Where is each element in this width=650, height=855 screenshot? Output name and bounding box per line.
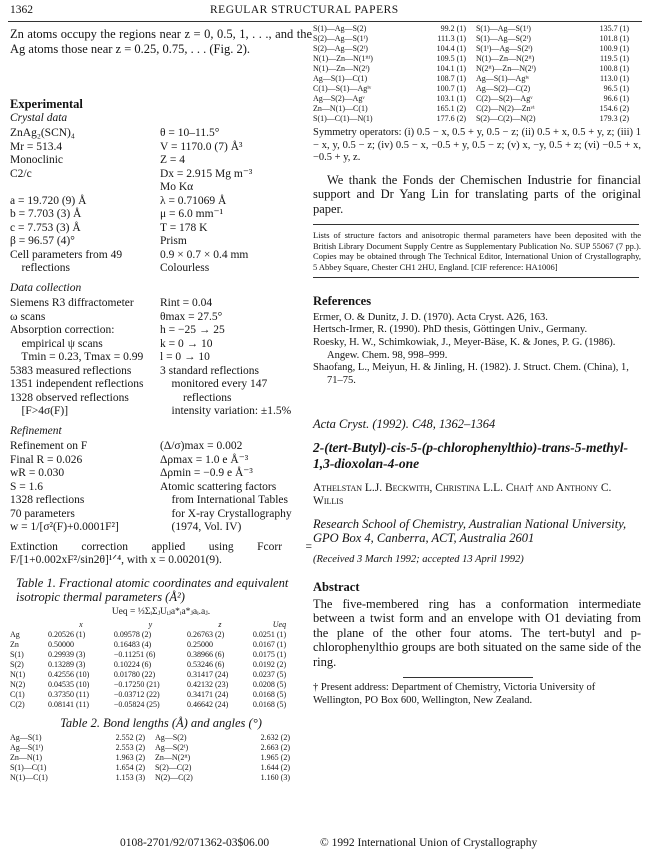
table-cell: Ag—S(2)—C(2) bbox=[475, 84, 531, 93]
data-cell-right: μ = 6.0 mm⁻¹ bbox=[160, 208, 224, 220]
data-row bbox=[10, 378, 312, 392]
table-cell: Zn—N(1)—C(1) bbox=[313, 104, 368, 113]
data-cell-left: Cell parameters from 49 bbox=[10, 248, 123, 261]
data-cell-left: 70 parameters bbox=[10, 507, 75, 520]
data-cell-right: 0.9 × 0.7 × 0.4 mm bbox=[160, 248, 249, 261]
table-cell: 0.10224 (6) bbox=[113, 659, 152, 669]
data-cell-left: c = 7.753 (3) Å bbox=[10, 221, 81, 234]
table-cell: S(2)—Ag—S(2ⁱ) bbox=[313, 44, 368, 53]
data-cell-left: β = 96.57 (4)° bbox=[10, 235, 75, 247]
data-cell-left: Siemens R3 diffractometer bbox=[10, 297, 134, 309]
table-cell: 165.1 (2) bbox=[436, 104, 466, 113]
table-cell: 0.31417 (24) bbox=[186, 669, 229, 679]
table-cell: 0.34171 (24) bbox=[186, 689, 229, 699]
data-cell-right: l = 0 → 10 bbox=[160, 351, 210, 363]
table-cell: 0.37350 (11) bbox=[48, 689, 90, 699]
table-row bbox=[313, 44, 639, 54]
coordinates-table bbox=[10, 620, 306, 710]
table-cell: 0.0192 (2) bbox=[252, 659, 287, 669]
table-cell: −0.11251 (6) bbox=[113, 649, 156, 659]
table-cell: S(1ⁱ)—Ag—S(2ⁱ) bbox=[475, 44, 533, 53]
data-row bbox=[10, 208, 312, 222]
data-cell-right: Mo Kα bbox=[160, 181, 194, 193]
running-title: REGULAR STRUCTURAL PAPERS bbox=[210, 4, 399, 16]
table-cell: −0.17250 (21) bbox=[113, 679, 160, 689]
table-cell: N(2)—C(2) bbox=[154, 773, 193, 783]
data-cell-right: (1974, Vol. IV) bbox=[160, 521, 242, 533]
data-cell-right: h = −25 → 25 bbox=[160, 324, 225, 336]
data-cell-left: Absorption correction: bbox=[10, 324, 115, 336]
abstract-text: The five-membered ring has a conformation intermediate between a twist form and an envelope with O1 deviating from the plane of the other four atoms. The tert-butyl and p-chlorophenylthio groups are both situated on the same side of the ring. bbox=[313, 596, 641, 669]
copyright: © 1992 International Union of Crystallography bbox=[320, 837, 538, 849]
table-cell: 113.0 (1) bbox=[599, 74, 629, 83]
table-cell: −0.05824 (25) bbox=[113, 699, 160, 709]
table-cell: 0.29939 (3) bbox=[48, 649, 86, 659]
table-cell: 135.7 (1) bbox=[599, 24, 629, 33]
table-cell: Ag—S(1)—C(1) bbox=[313, 74, 368, 83]
table-cell: 109.5 (1) bbox=[436, 54, 466, 63]
data-cell-left: reflections bbox=[10, 262, 71, 274]
table-cell: 108.7 (1) bbox=[436, 74, 466, 83]
table-cell: Ag—S(2) bbox=[154, 733, 187, 743]
data-cell-left: ω scans bbox=[10, 310, 46, 323]
table1-formula: Ueq = ⅓ΣᵢΣⱼUᵢⱼa*ᵢa*ⱼaᵢ.aⱼ. bbox=[111, 606, 211, 617]
data-cell-left: C2/c bbox=[10, 167, 32, 180]
data-row bbox=[10, 222, 312, 236]
table-cell: 0.53246 (6) bbox=[186, 659, 225, 669]
table-cell: 0.46642 (24) bbox=[186, 699, 229, 709]
data-cell-right: k = 0 → 10 bbox=[160, 337, 213, 350]
table-cell: 0.0168 (5) bbox=[252, 689, 287, 699]
symmetry-operators: Symmetry operators: (i) 0.5 − x, 0.5 + y, 0.5 − z; (ii) 0.5 + x, 0.5 + y, z; (iii) 1 − x, y, 0.5 − z; (iv) 0.5 − x, −0.5 + y, 0.5 − z; (v) x, −y, 0.5 + z; (vi) −0.5 + x, −0.5 + y, z. bbox=[313, 127, 641, 164]
header-rule bbox=[8, 21, 642, 22]
table-cell: C(2)—S(2)—Agᵛ bbox=[475, 94, 533, 103]
data-cell-left: Refinement on F bbox=[10, 440, 88, 452]
table-cell: 0.04535 (10) bbox=[48, 679, 90, 689]
table-cell: 0.0237 (5) bbox=[252, 669, 287, 679]
data-cell-left: Tmin = 0.23, Tmax = 0.99 bbox=[10, 351, 144, 363]
table-row bbox=[313, 74, 639, 84]
article-affiliation: Research School of Chemistry, Australian National University, GPO Box 4, Canberra, ACT, Australia 2601 bbox=[313, 516, 627, 546]
table-cell: Ag—S(2)—Agᵛ bbox=[313, 94, 365, 103]
table-row bbox=[10, 670, 306, 680]
table-cell: Ag bbox=[10, 629, 20, 639]
data-row bbox=[10, 405, 312, 419]
table-cell: S(1) bbox=[10, 649, 24, 659]
data-cell-right: λ = 0.71069 Å bbox=[160, 194, 227, 207]
left-column bbox=[10, 27, 312, 783]
data-row bbox=[10, 154, 312, 168]
data-cell-right: Rint = 0.04 bbox=[160, 297, 213, 309]
data-cell-left: Monoclinic bbox=[10, 154, 64, 166]
data-row bbox=[10, 494, 312, 508]
table-cell: 179.3 (2) bbox=[599, 114, 629, 123]
data-collection-heading: Data collection bbox=[10, 281, 82, 294]
data-cell-right: reflections bbox=[160, 391, 232, 404]
page-number: 1362 bbox=[10, 4, 33, 16]
data-cell-left: Final R = 0.026 bbox=[10, 453, 83, 466]
table-cell: N(2) bbox=[10, 679, 26, 689]
table-cell: 100.8 (1) bbox=[599, 64, 629, 73]
table-cell: 96.5 (1) bbox=[603, 84, 629, 93]
table-cell: 0.16483 (4) bbox=[113, 639, 152, 649]
table-cell: 0.0251 (1) bbox=[252, 629, 287, 639]
table-row bbox=[313, 34, 639, 44]
table-cell: N(1)—Zn—N(1ⁱⁱⁱ) bbox=[313, 54, 373, 63]
data-cell-left: 1328 reflections bbox=[10, 494, 85, 506]
table-row bbox=[10, 773, 300, 783]
data-row bbox=[10, 454, 312, 468]
data-row bbox=[10, 262, 312, 276]
abstract-heading: Abstract bbox=[313, 580, 360, 595]
table-cell: N(1)—C(1) bbox=[10, 773, 48, 783]
data-cell-left: Mr = 513.4 bbox=[10, 140, 63, 153]
data-cell-right: monitored every 147 bbox=[160, 378, 268, 390]
data-row bbox=[10, 168, 312, 182]
experimental-heading: Experimental bbox=[10, 97, 83, 111]
table-cell: 1.965 (2) bbox=[260, 753, 290, 763]
table-row bbox=[10, 650, 306, 660]
table-cell: 119.5 (1) bbox=[599, 54, 629, 63]
data-row bbox=[10, 141, 312, 155]
data-cell-right: 3 standard reflections bbox=[160, 364, 259, 377]
bond-angles-table bbox=[313, 24, 639, 124]
refinement-heading: Refinement bbox=[10, 424, 62, 437]
table-row bbox=[10, 700, 306, 710]
table-row bbox=[10, 690, 306, 700]
table-row bbox=[10, 630, 306, 640]
table-row bbox=[10, 640, 306, 650]
crystal-data-list bbox=[10, 127, 312, 276]
data-cell-left: b = 7.703 (3) Å bbox=[10, 208, 82, 220]
table-cell: 1.153 (3) bbox=[115, 773, 145, 783]
table-cell: S(1)—Ag—S(2ⁱ) bbox=[475, 34, 531, 43]
table-cell: 0.09578 (2) bbox=[113, 629, 152, 639]
table-row bbox=[10, 680, 306, 690]
article-title: 2-(tert-Butyl)-cis-5-(p-chlorophenylthio)-trans-5-methyl-1,3-dioxolan-4-one bbox=[313, 439, 628, 471]
table-row bbox=[10, 753, 300, 763]
table-cell: 101.8 (1) bbox=[599, 34, 629, 43]
data-cell-left: w = 1/[σ²(F)+0.0001F²] bbox=[10, 521, 119, 533]
data-cell-right: Δρmax = 1.0 e Å⁻³ bbox=[160, 453, 249, 466]
data-cell-right: Z = 4 bbox=[160, 154, 186, 166]
data-cell-right: V = 1170.0 (7) Å³ bbox=[160, 140, 243, 153]
table-cell: S(2)—C(2) bbox=[154, 763, 192, 773]
refinement-list bbox=[10, 440, 312, 535]
table-cell: 1.654 (2) bbox=[115, 763, 145, 773]
table-header-row bbox=[10, 620, 306, 630]
data-cell-left: a = 19.720 (9) Å bbox=[10, 194, 87, 207]
table-cell: 0.25000 bbox=[186, 639, 213, 649]
intro-paragraph: Zn atoms occupy the regions near z = 0, 0.5, 1, . . ., and the Ag atoms those near z = 0.25, 0.75, . . . (Fig. 2). bbox=[10, 27, 312, 56]
table-cell: 111.3 (1) bbox=[437, 34, 466, 43]
table-cell: −0.03712 (22) bbox=[113, 689, 160, 699]
table-cell: 100.9 (1) bbox=[599, 44, 629, 53]
table-cell: 0.42556 (10) bbox=[48, 669, 90, 679]
table-cell: Zn—N(2ⁱⁱ) bbox=[154, 753, 191, 763]
data-row bbox=[10, 508, 312, 522]
data-cell-right: θ = 10–11.5° bbox=[160, 127, 220, 139]
reference-item: Roesky, H. W., Schimkowiak, J., Meyer-Bäse, K. & Jones, P. G. (1986). Angew. Chem. 98, 998–999. bbox=[313, 336, 616, 361]
table-row bbox=[313, 54, 639, 64]
acknowledgement: We thank the Fonds der Chemischen Industrie for financial support and Dr Yang Lin for translating parts of the original paper. bbox=[313, 172, 641, 216]
table-cell: S(2)—Ag—S(1ⁱ) bbox=[313, 34, 368, 43]
table-cell: 1.160 (3) bbox=[260, 773, 290, 783]
data-cell-right: Dx = 2.915 Mg m⁻³ bbox=[160, 167, 253, 180]
table1-title: Table 1. Fractional atomic coordinates and equivalent isotropic thermal parameters (Å²) bbox=[16, 575, 289, 604]
data-cell-left: [F>4σ(F)] bbox=[10, 405, 69, 417]
table-cell: 177.6 (2) bbox=[436, 114, 466, 123]
data-row bbox=[10, 235, 312, 249]
table2-title: Table 2. Bond lengths (Å) and angles (°) bbox=[60, 715, 262, 730]
column-header: x bbox=[79, 619, 83, 629]
data-cell-right: Atomic scattering factors bbox=[160, 480, 277, 493]
extinction-text: Extinction correction applied using Fcorr = F/[1+0.002xF²/sin2θ]¹ᐟ⁴, with x = 0.00201(9). bbox=[10, 540, 312, 566]
data-row bbox=[10, 181, 312, 195]
data-row bbox=[10, 467, 312, 481]
crystal-data-heading: Crystal data bbox=[10, 111, 68, 124]
table-cell: 154.6 (2) bbox=[599, 104, 629, 113]
table-cell: C(2) bbox=[10, 699, 25, 709]
table-row bbox=[313, 104, 639, 114]
table-cell: N(1)—Zn—N(2ⁱ) bbox=[313, 64, 370, 73]
table-cell: 2.632 (2) bbox=[260, 733, 290, 743]
table-cell: S(1)—C(1)—N(1) bbox=[313, 114, 373, 123]
references-list bbox=[313, 312, 641, 388]
table-cell: S(2) bbox=[10, 659, 24, 669]
table-cell: 0.20526 (1) bbox=[48, 629, 86, 639]
table-cell: 2.552 (2) bbox=[115, 733, 145, 743]
publication-code: 0108-2701/92/071362-03$06.00 bbox=[120, 837, 270, 849]
data-row bbox=[10, 127, 312, 141]
column-header bbox=[10, 620, 48, 630]
table-cell: S(1)—Ag—S(1ⁱ) bbox=[475, 24, 531, 33]
table-cell: 99.2 (1) bbox=[440, 24, 466, 33]
data-cell-left: wR = 0.030 bbox=[10, 467, 65, 479]
table-cell: S(1)—Ag—S(2) bbox=[313, 24, 367, 33]
table-row bbox=[313, 24, 639, 34]
received-dates: (Received 3 March 1992; accepted 13 April 1992) bbox=[313, 553, 524, 565]
data-cell-right: T = 178 K bbox=[160, 221, 208, 234]
data-cell-right: Prism bbox=[160, 235, 187, 247]
table-cell: 104.1 (1) bbox=[436, 64, 466, 73]
table-cell: S(2)—C(2)—N(2) bbox=[475, 114, 536, 123]
table-row bbox=[313, 84, 639, 94]
table-cell: 103.1 (1) bbox=[436, 94, 466, 103]
table-cell: 0.38966 (6) bbox=[186, 649, 225, 659]
table-row bbox=[313, 94, 639, 104]
data-cell-right: from International Tables bbox=[160, 494, 288, 506]
table-cell: 0.50000 bbox=[48, 639, 74, 649]
table-row bbox=[10, 733, 300, 743]
data-row bbox=[10, 195, 312, 209]
data-cell-left: 5383 measured reflections bbox=[10, 364, 132, 377]
data-cell-left: ZnAg₂(SCN)₄ bbox=[10, 127, 75, 139]
table-row bbox=[313, 64, 639, 74]
table-cell: 0.13289 (3) bbox=[48, 659, 86, 669]
table-cell: 0.42132 (23) bbox=[186, 679, 229, 689]
table-cell: 0.0208 (5) bbox=[252, 679, 287, 689]
table-cell: 96.6 (1) bbox=[603, 94, 629, 103]
table-row bbox=[313, 114, 639, 124]
data-row bbox=[10, 311, 312, 325]
deposit-rule-bottom bbox=[313, 277, 639, 278]
data-cell-left: 1351 independent reflections bbox=[10, 378, 144, 390]
data-cell-right: for X-ray Crystallography bbox=[160, 507, 292, 520]
table-cell: 104.4 (1) bbox=[436, 44, 466, 53]
table-row bbox=[10, 763, 300, 773]
table-cell: Zn bbox=[10, 639, 19, 649]
column-header: y bbox=[148, 619, 153, 629]
column-header: z bbox=[218, 619, 222, 629]
deposit-note: Lists of structure factors and anisotropic thermal parameters have been deposited with the British Library Document Supply Centre as Supplementary Publication No. SUP 55067 (7 pp.). Copies may be obtained through The Technical Editor, International Union of Crystallography, 5 Abbey Square, Chester CH1 2HU, England. [CIF reference: HA1006] bbox=[313, 230, 641, 272]
references-heading: References bbox=[313, 294, 372, 309]
table-cell: 2.553 (2) bbox=[115, 743, 145, 753]
data-row bbox=[10, 297, 312, 311]
data-cell-right: (Δ/σ)max = 0.002 bbox=[160, 440, 243, 452]
data-cell-left bbox=[10, 181, 160, 195]
table-cell: 0.0168 (5) bbox=[252, 699, 287, 709]
footnote-rule bbox=[403, 677, 533, 678]
table-cell: 1.963 (2) bbox=[115, 753, 145, 763]
table-cell: C(2)—N(2)—Znᵛⁱ bbox=[475, 104, 535, 113]
reference-item: Hertsch-Irmer, R. (1990). PhD thesis, Göttingen Univ., Germany. bbox=[313, 324, 588, 336]
data-row bbox=[10, 440, 312, 454]
data-cell-left: 1328 observed reflections bbox=[10, 391, 129, 404]
table-cell: 0.26763 (2) bbox=[186, 629, 225, 639]
article-authors: Athelstan L.J. Beckwith, Christina L.L. Chai† and Anthony C. Willis bbox=[313, 481, 612, 508]
table-cell: S(1)—C(1) bbox=[10, 763, 47, 773]
footnote: † Present address: Department of Chemistry, Victoria University of Wellington, PO Box 600, Wellington, New Zealand. bbox=[313, 682, 596, 707]
table-cell: Ag—S(1)—Agⁱᵛ bbox=[475, 74, 530, 83]
data-cell-right: intensity variation: ±1.5% bbox=[160, 405, 292, 417]
table-cell: 0.08141 (11) bbox=[48, 699, 90, 709]
table-cell: N(1)—Zn—N(2ⁱⁱ) bbox=[475, 54, 535, 63]
column-header: Ueq bbox=[272, 619, 287, 629]
data-row bbox=[10, 392, 312, 406]
right-column bbox=[313, 24, 641, 708]
article-citation: Acta Cryst. (1992). C48, 1362–1364 bbox=[313, 417, 496, 432]
table-cell: 0.0175 (1) bbox=[252, 649, 287, 659]
reference-item: Ermer, O. & Dunitz, J. D. (1970). Acta Cryst. A26, 163. bbox=[313, 311, 548, 323]
table-cell: 0.01780 (22) bbox=[113, 669, 156, 679]
table-cell: N(1) bbox=[10, 669, 26, 679]
data-cell-right: Δρmin = −0.9 e Å⁻³ bbox=[160, 467, 253, 479]
table-cell: Ag—S(2ⁱ) bbox=[154, 743, 189, 753]
data-cell-left: S = 1.6 bbox=[10, 480, 44, 493]
bond-lengths-table bbox=[10, 733, 300, 783]
reference-item: Shaofang, L., Meiyun, H. & Jinling, H. (1982). J. Struct. Chem. (China), 1, 71–75. bbox=[313, 362, 629, 386]
deposit-rule bbox=[313, 224, 639, 225]
table-cell: Ag—S(1ⁱ) bbox=[10, 743, 44, 753]
table-cell: C(1) bbox=[10, 689, 25, 699]
table-cell: 2.663 (2) bbox=[260, 743, 290, 753]
table-cell: Zn—N(1) bbox=[10, 753, 42, 763]
data-cell-right: θmax = 27.5° bbox=[160, 310, 223, 323]
table-row bbox=[10, 660, 306, 670]
data-row bbox=[10, 481, 312, 495]
data-row bbox=[10, 365, 312, 379]
data-row bbox=[10, 351, 312, 365]
data-collection-list bbox=[10, 297, 312, 419]
data-row bbox=[10, 249, 312, 263]
table-cell: C(1)—S(1)—Agⁱᵛ bbox=[313, 84, 372, 93]
data-row bbox=[10, 324, 312, 338]
data-cell-right: Colourless bbox=[160, 262, 210, 274]
table-row bbox=[10, 743, 300, 753]
table-cell: N(2ⁱⁱ)—Zn—N(2ⁱ) bbox=[475, 64, 536, 73]
data-row bbox=[10, 521, 312, 535]
table-cell: 0.0167 (1) bbox=[252, 639, 287, 649]
table-cell: 100.7 (1) bbox=[436, 84, 466, 93]
table-cell: 1.644 (2) bbox=[260, 763, 290, 773]
data-cell-left: empirical ψ scans bbox=[10, 337, 103, 350]
table-cell: Ag—S(1) bbox=[10, 733, 42, 743]
data-row bbox=[10, 338, 312, 352]
